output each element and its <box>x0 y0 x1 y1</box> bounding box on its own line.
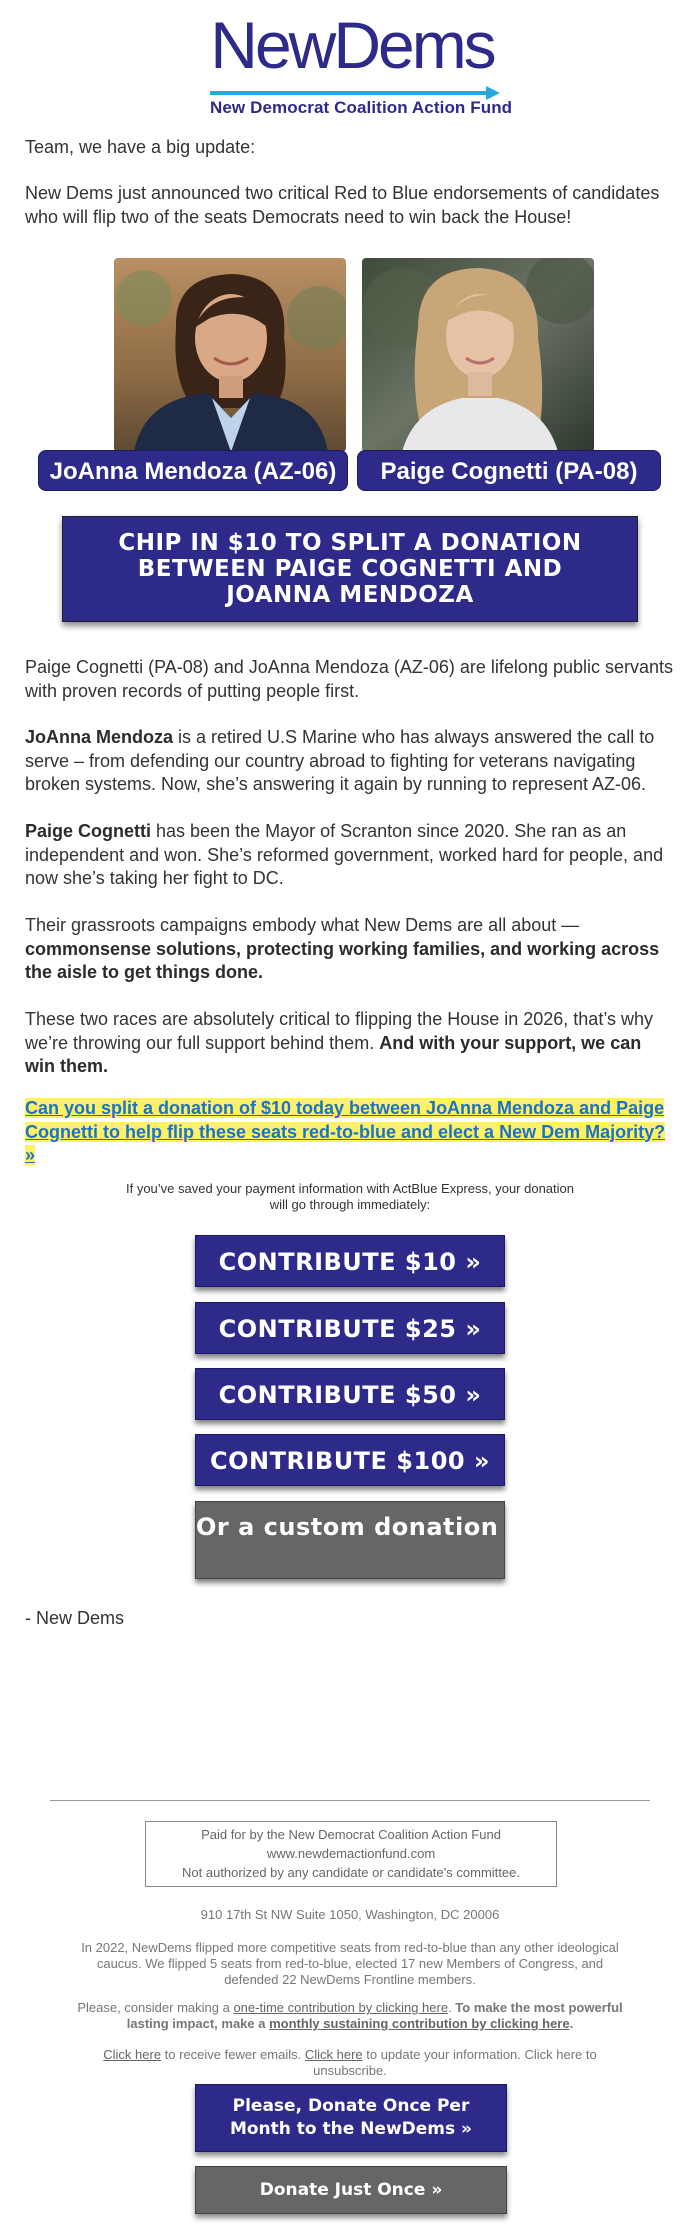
mendoza-name-bold: JoAnna Mendoza <box>25 727 174 747</box>
donate-monthly-button[interactable]: Please, Donate Once Per Month to the NewDems » <box>195 2084 507 2152</box>
cognetti-photo[interactable] <box>362 258 594 452</box>
critical-races-bold: And with your support, we can win them. <box>25 1032 642 1076</box>
contribute-100-button[interactable]: CONTRIBUTE $100 » <box>195 1434 505 1486</box>
announcement-text: New Dems just announced two critical Red to Blue endorsements of candidates who will flip two of the seats Democrats need to win back the House! <box>25 183 660 227</box>
logo-arrow-line <box>210 91 488 95</box>
address-text: 910 17th St NW Suite 1050, Washington, DC 20006 <box>200 1907 500 1922</box>
mendoza-bio: is a retired U.S Marine who has always answered the call to serve – from defending our country abroad to fighting for veterans navigating broken systems. Now, she’s answering it again by running to represent AZ-06. <box>25 727 655 794</box>
consider-end: . <box>569 2016 574 2031</box>
grassroots-paragraph <box>25 914 675 985</box>
footer-divider <box>50 1800 650 1801</box>
logo-wordmark: NewDems <box>210 8 494 82</box>
consider-text-2: . <box>448 2000 456 2015</box>
mendoza-paragraph <box>25 726 675 797</box>
consider-text-1: Please, consider making a <box>77 2000 234 2015</box>
monthly-contribution-link[interactable]: monthly sustaining contribution by clicking here <box>269 2016 570 2031</box>
chip-in-button[interactable]: CHIP IN $10 TO SPLIT A DONATION BETWEEN PAIGE COGNETTI AND JOANNA MENDOZA <box>62 516 638 622</box>
paid-for-box <box>145 1821 557 1887</box>
mendoza-photo[interactable] <box>114 258 346 452</box>
one-time-contribution-link[interactable]: one-time contribution by clicking here <box>233 2000 449 2015</box>
custom-donation-button[interactable]: Or a custom donation » <box>195 1501 505 1579</box>
critical-races-text: These two races are absolutely critical to flipping the House in 2026, that’s why we’re throwing our full support behind them. <box>25 1009 654 1053</box>
actblue-express-note: If you’ve saved your payment information with ActBlue Express, your donation will go through immediately: <box>125 1181 574 1212</box>
cognetti-name-badge: Paige Cognetti (PA-08) <box>357 450 661 491</box>
cognetti-bio: has been the Mayor of Scranton since 2020. She ran as an independent and won. She’s reformed government, worked hard for people, and now she’s taking her fight to DC. <box>25 821 664 888</box>
fewer-emails-link[interactable]: Click here <box>103 2047 162 2062</box>
website-line: www.newdemactionfund.com <box>266 1846 436 1861</box>
record-text: In 2022, NewDems flipped more competitive seats from red-to-blue than any other ideological caucus. We flipped 5 seats from red-to-blue, elected 17 new Members of Congress, and defended 22 NewDems Frontline members. <box>81 1940 619 1987</box>
consider-text <box>70 2000 630 2032</box>
logo-tagline: New Democrat Coalition Action Fund <box>210 98 513 117</box>
split-donation-link-wrap <box>25 1097 675 1168</box>
contribute-50-button[interactable]: CONTRIBUTE $50 » <box>195 1368 505 1420</box>
contribute-10-button[interactable]: CONTRIBUTE $10 » <box>195 1235 505 1287</box>
signoff-text: - New Dems <box>25 1608 125 1628</box>
greeting-text: Team, we have a big update: <box>25 137 256 157</box>
grassroots-bold: commonsense solutions, protecting working families, and working across the aisle to get things done. <box>25 938 660 982</box>
fewer-emails-text: to receive fewer emails. <box>161 2047 305 2062</box>
not-authorized-line: Not authorized by any candidate or candidate’s committee. <box>182 1865 520 1880</box>
update-info-text: to update your information. Click here to unsubscribe. <box>313 2047 597 2078</box>
consider-bold: To make the most powerful lasting impact, make a <box>126 2000 623 2031</box>
mendoza-name-badge: JoAnna Mendoza (AZ-06) <box>38 450 348 491</box>
cognetti-paragraph <box>25 820 675 891</box>
grassroots-text: Their grassroots campaigns embody what New Dems are all about — <box>25 915 580 935</box>
donate-once-button[interactable]: Donate Just Once » <box>195 2166 507 2214</box>
intro-paragraph: Paige Cognetti (PA-08) and JoAnna Mendoza (AZ-06) are lifelong public servants with proven records of putting people first. <box>25 657 674 701</box>
cognetti-name-bold: Paige Cognetti <box>25 821 152 841</box>
contribute-25-button[interactable]: CONTRIBUTE $25 » <box>195 1302 505 1354</box>
update-info-link[interactable]: Click here <box>304 2047 363 2062</box>
split-donation-link[interactable]: Can you split a donation of $10 today between JoAnna Mendoza and Paige Cognetti to help flip these seats red-to-blue and elect a New Dem Majority? » <box>25 1098 666 1165</box>
critical-races-paragraph <box>25 1008 675 1079</box>
newdems-logo <box>204 8 513 117</box>
email-preferences-text <box>70 2047 630 2079</box>
paid-for-line: Paid for by the New Democrat Coalition Action Fund <box>201 1827 501 1842</box>
